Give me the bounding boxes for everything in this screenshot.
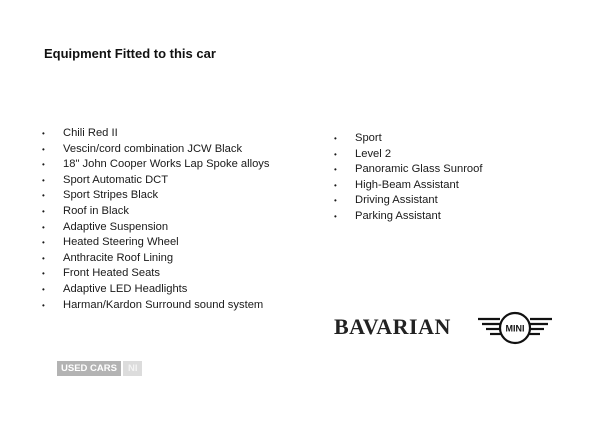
- equipment-item: • Sport: [334, 131, 482, 147]
- equipment-list-left: [42, 126, 270, 313]
- dealer-logo: BAVARIAN: [334, 314, 451, 339]
- mini-logo-text: MINI: [505, 323, 525, 334]
- equipment-item: • High-Beam Assistant: [334, 178, 482, 194]
- equipment-item: • 18" John Cooper Works Lap Spoke alloys: [42, 157, 270, 173]
- mini-logo-icon: [476, 310, 554, 346]
- used-cars-badge: [57, 361, 142, 376]
- equipment-list-right: [334, 131, 482, 225]
- equipment-item: • Level 2: [334, 147, 482, 163]
- equipment-item: • Front Heated Seats: [42, 266, 270, 282]
- equipment-item: • Driving Assistant: [334, 193, 482, 209]
- equipment-item: • Anthracite Roof Lining: [42, 251, 270, 267]
- equipment-item: • Chili Red II: [42, 126, 270, 142]
- equipment-item: • Vescin/cord combination JCW Black: [42, 142, 270, 158]
- badge-primary: USED CARS: [57, 361, 121, 376]
- equipment-item: • Sport Stripes Black: [42, 188, 270, 204]
- equipment-item: • Harman/Kardon Surround sound system: [42, 298, 270, 314]
- equipment-item: • Heated Steering Wheel: [42, 235, 270, 251]
- equipment-item: • Sport Automatic DCT: [42, 173, 270, 189]
- page-title: Equipment Fitted to this car: [44, 46, 216, 61]
- equipment-item: • Adaptive LED Headlights: [42, 282, 270, 298]
- equipment-item: • Panoramic Glass Sunroof: [334, 162, 482, 178]
- badge-secondary: NI: [123, 361, 143, 376]
- equipment-item: • Adaptive Suspension: [42, 220, 270, 236]
- equipment-item: • Roof in Black: [42, 204, 270, 220]
- equipment-item: • Parking Assistant: [334, 209, 482, 225]
